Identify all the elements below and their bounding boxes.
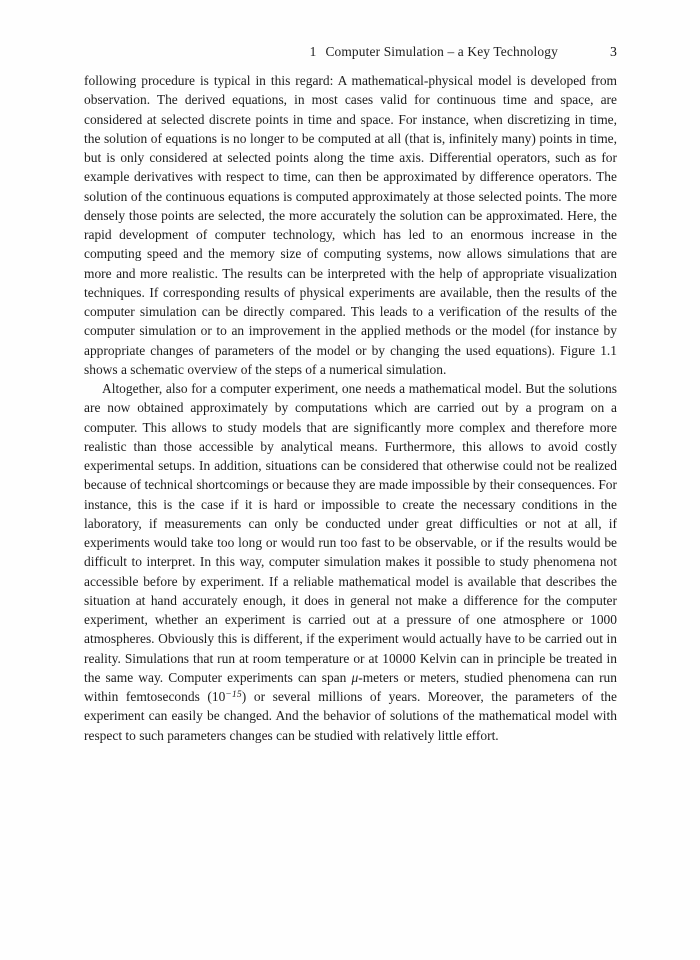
paragraph-2-text-a: Altogether, also for a computer experiment, one needs a mathematical model. But the solutions are now obtained approximately by computations which are carried out by a program on a computer. This allows to study models that are significantly more complex and therefore more realistic than those accessible by analytical means. Furthermore, this allows to avoid costly experimental setups. In addition, situations can be considered that otherwise could not be realized because of technical shortcomings or because they are made impossible by their consequences. For instance, this is the case if it is hard or impossible to create the necessary conditions in the laboratory, if measurements can only be conducted under great difficulties or not at all, if experiments would take too long or would run too fast to be observable, or if the results would be difficult to interpret. In this way, computer simulation makes it possible to study phenomena not accessible before by experiment. If a reliable mathematical model is available that describes the situation at hand accurately enough, it does in general not make a difference for the computer experiment, whether an experiment is carried out at a pressure of one atmosphere or 1000 atmospheres. Obviously this is different, if the experiment would actually have to be carried out in reality. Simulations that run at room temperature or at 10000 Kelvin can in principle be treated in the same way. Computer experiments can span (84, 381, 617, 685)
paragraph-2-text-c: ) or several millions of years. Moreover, the parameters of the experiment can easily be changed. And the behavior of solutions of the mathematical model with respect to such parameters changes can be studied with relatively little effort. (84, 689, 617, 743)
paragraph-2-text-b: -meters or meters, studied phenomena can run within femtoseconds (10 (84, 669, 617, 704)
paragraph-1-text: following procedure is typical in this regard: A mathematical-physical model is developed from observation. The derived equations, in most cases valid for continuous time and space, are considered at selected discrete points in time and space. For instance, when discretizing in time, the solution of equations is no longer to be computed at all (that is, infinitely many) points in time, but is only considered at selected points along the time axis. Differential operators, such as for example derivatives with respect to time, can then be approximated by difference operators. The solution of the continuous equations is computed approximately at those selected points. The more densely those points are selected, the more accurately the solution can be approximated. Here, the rapid development of computer technology, which has led to an enormous increase in the computing speed and the memory size of computing systems, now allows simulations that are more and more realistic. The results can be interpreted with the help of appropriate visualization techniques. If corresponding results of physical experiments are available, then the results of the computer simulation can be directly compared. This leads to a verification of the results of the computer simulation or to an improvement in the applied methods or the model (for instance by appropriate changes of parameters of the model or by changing the used equations). Figure 1.1 shows a schematic overview of the steps of a numerical simulation. (84, 73, 617, 377)
body-text-block (84, 71, 617, 745)
header-chapter-title: Computer Simulation – a Key Technology (325, 44, 558, 59)
header-chapter-number: 1 (309, 44, 317, 59)
paragraph-continuation (84, 71, 617, 379)
paragraph-altogether (84, 379, 617, 745)
running-header (84, 44, 617, 66)
exponent-superscript: −15 (225, 688, 242, 700)
page-number: 3 (609, 44, 617, 59)
mu-symbol: μ (351, 669, 359, 685)
